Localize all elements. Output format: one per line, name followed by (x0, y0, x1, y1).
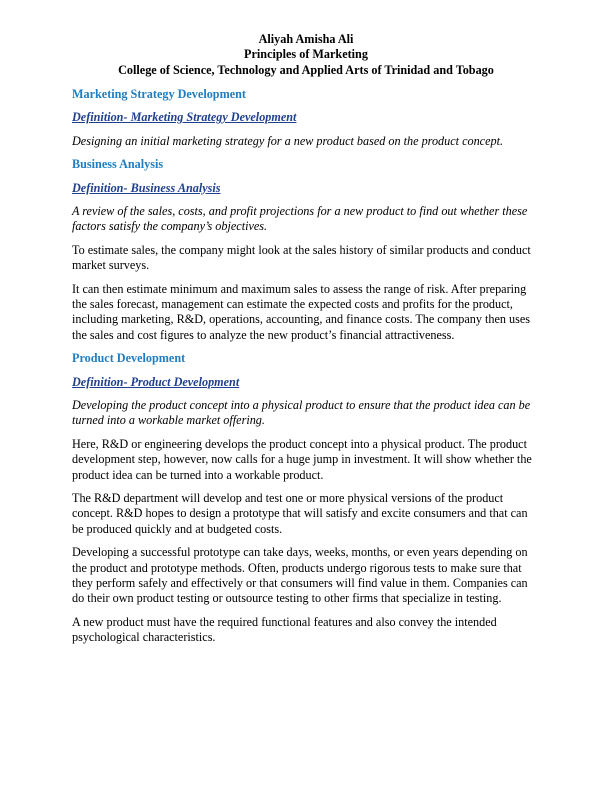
body-paragraph: Here, R&D or engineering develops the product concept into a physical product. The product development step, however, now calls for a huge jump in investment. It will show whether the product idea can be turned into a workable product. (72, 436, 532, 482)
definition-heading: Definition- Business Analysis (72, 180, 221, 195)
section-marketing-strategy-development (72, 87, 540, 149)
section-heading: Marketing Strategy Development (72, 86, 246, 101)
definition-text: Developing the product concept into a physical product to ensure that the product idea can be turned into a workable market offering. (72, 397, 531, 428)
section-heading: Business Analysis (72, 157, 164, 172)
author-name: Aliyah Amisha Ali (258, 32, 354, 46)
document-header (72, 32, 540, 78)
body-paragraph: It can then estimate minimum and maximum sales to assess the range of risk. After preparing the sales forecast, management can estimate the expected costs and profits for the product, including marketing, R&D, operations, accounting, and finance costs. The company then uses the sales and cost figures to analyze the new product’s financial attractiveness. (72, 281, 531, 342)
section-product-development (72, 351, 540, 646)
definition-text: A review of the sales, costs, and profit projections for a new product to find out whether these factors satisfy the company’s objectives. (72, 203, 528, 234)
section-business-analysis (72, 157, 540, 343)
definition-heading: Definition- Product Development (72, 374, 240, 389)
body-paragraph: A new product must have the required functional features and also convey the intended psychological characteristics. (72, 614, 497, 645)
course-name: Principles of Marketing (244, 47, 368, 62)
body-paragraph: To estimate sales, the company might look at the sales history of similar products and conduct market surveys. (72, 242, 531, 273)
section-heading: Product Development (72, 351, 186, 366)
definition-text: Designing an initial marketing strategy for a new product based on the product concept. (72, 133, 504, 148)
definition-heading: Definition- Marketing Strategy Development (72, 110, 297, 125)
body-paragraph: Developing a successful prototype can take days, weeks, months, or even years depending on the product and prototype methods. Often, products undergo rigorous tests to make sure that they perform safely and effectively or that consumers will find value in them. Companies can do their own product testing or outsource testing to other firms that specialize in testing. (72, 545, 528, 606)
institution-name: College of Science, Technology and Applied Arts of Trinidad and Tobago (118, 62, 494, 77)
document-page (72, 32, 540, 654)
body-paragraph: The R&D department will develop and test one or more physical versions of the product concept. R&D hopes to design a prototype that will satisfy and excite consumers and that can be produced quickly and at budgeted costs. (72, 491, 528, 536)
